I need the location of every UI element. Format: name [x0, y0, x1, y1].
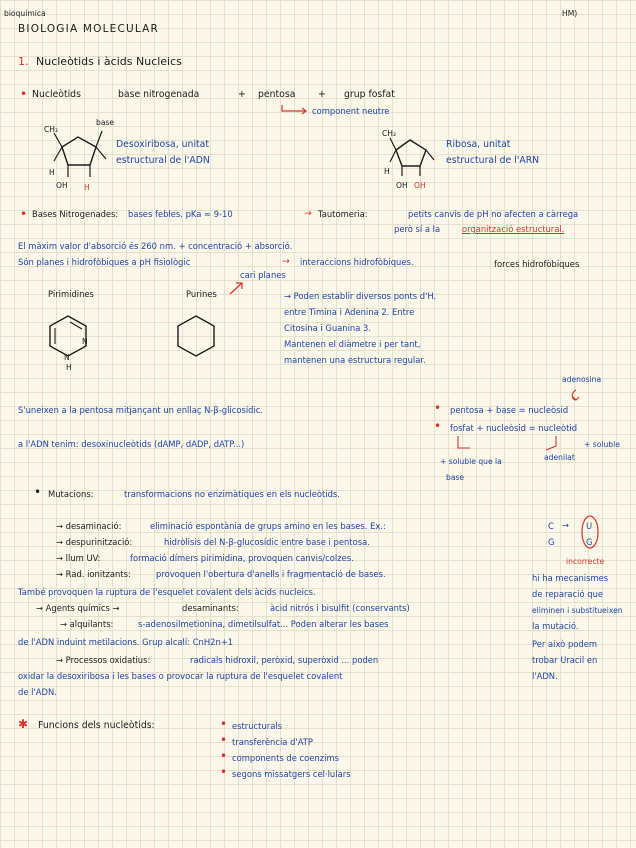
mutation-type-text: eliminació espontània de grups amino en les bases. Ex.:	[150, 521, 386, 531]
desaminants-label: desaminants:	[182, 603, 239, 613]
alquilants-text: s-adenosilmetionina, dimetilsulfat... Poden alterar les bases	[138, 619, 389, 629]
oxidatius-label: → Processos oxidatius:	[56, 655, 151, 665]
ribose-caption-1: Ribosa, unitat	[446, 139, 511, 150]
arrow-icon	[280, 103, 310, 115]
mutation-type-label: → desaminació:	[56, 521, 122, 531]
arrow-icon	[568, 388, 584, 402]
side-note-line: Per això podem	[532, 639, 598, 649]
plus-sign: +	[238, 89, 246, 100]
oxidatius-text-3: de l'ADN.	[18, 687, 57, 697]
funcions-term: Funcions dels nucleòtids:	[38, 720, 155, 731]
bullet-dot: •	[20, 87, 28, 101]
plus-sign: +	[318, 89, 326, 100]
ch2-label: CH₂	[44, 125, 59, 134]
agents-label: → Agents químics →	[36, 603, 120, 613]
page-tag: HM)	[562, 9, 578, 18]
h-atom-red: H	[84, 183, 90, 192]
bases-desc: bases febles. pKa ≈ 9-10	[128, 209, 233, 219]
tautomeria-underlined: organització estructural.	[462, 224, 565, 234]
purines-label: Purines	[186, 289, 217, 299]
oh-group: OH	[396, 181, 408, 190]
n-atom: N	[82, 337, 88, 346]
adenosina-label: adenosina	[562, 375, 602, 384]
h-atom: H	[49, 168, 55, 177]
h-atom: H	[66, 363, 72, 372]
purine-ring-icon	[174, 314, 224, 364]
side-note-line: de reparació que	[532, 589, 604, 599]
bullet-dot: •	[434, 419, 442, 433]
bullet-dot: •	[220, 733, 228, 747]
soluble-note: + soluble	[584, 440, 620, 449]
topic-label: bioquímica	[4, 9, 46, 18]
oh-group: OH	[56, 181, 68, 190]
incorrect-label: incorrecte	[566, 557, 605, 566]
nucleotids-pentosa: pentosa	[258, 89, 296, 100]
base-word: base	[446, 473, 465, 482]
bullet-dot: •	[220, 749, 228, 763]
side-note-line: hi ha mecanismes	[532, 573, 609, 583]
bullet-dot: •	[434, 401, 442, 415]
side-note-line: eliminen i substitueixen	[532, 606, 623, 615]
purines-note-1: → Poden establir diversos ponts d'H.	[284, 291, 437, 301]
union-line: S'uneixen a la pentosa mitjançant un enllaç N-β-glicosídic.	[18, 405, 264, 415]
adapt-line: a l'ADN tenim: desoxinucleòtids (dAMP, dADP, dATP...)	[18, 439, 245, 449]
mutation-type-label: → Rad. ionitzants:	[56, 569, 131, 579]
nucleotids-base: base nitrogenada	[118, 89, 200, 100]
interactions-text: interaccions hidrofòbiques.	[300, 257, 414, 267]
example-u: U	[586, 521, 593, 531]
bases-term: Bases Nitrogenades:	[32, 209, 119, 219]
n-atom: N	[64, 353, 70, 362]
purines-note-3: Citosina i Guanina 3.	[284, 323, 372, 333]
mutation-type-text: provoquen l'obertura d'anells i fragmentació de bases.	[156, 569, 386, 579]
base-label: base	[96, 118, 115, 127]
equation-nucleotid: fosfat + nucleòsid = nucleòtid	[450, 423, 578, 433]
absorption-line: El màxim valor d'absorció és 260 nm. + concentració + absorció.	[18, 241, 293, 251]
example-g: G	[586, 537, 593, 547]
arrow-icon: →	[282, 256, 290, 267]
tautomeria-text: petits canvis de pH no afecten a càrrega	[408, 209, 579, 219]
funcio-item: segons missatgers cel·lulars	[232, 769, 351, 779]
side-note-line: la mutació.	[532, 621, 579, 631]
purines-note-2: entre Timina i Adenina 2. Entre	[284, 307, 415, 317]
oxidatius-text-2: oxidar la desoxiribosa i les bases o provocar la ruptura de l'esquelet covalent	[18, 671, 343, 681]
tambe-line: També provoquen la ruptura de l'esquelet covalent dels àcids nucleics.	[18, 587, 316, 597]
ribose-structure-icon	[380, 132, 450, 186]
alquilants-text-2: de l'ADN induint metilacions. Grup alcalí: CnH2n+1	[18, 637, 234, 647]
example-arrow: →	[562, 520, 570, 530]
ribose-caption-2: estructural de l'ARN	[446, 155, 540, 166]
mutacions-desc: transformacions no enzimàtiques en els nucleòtids.	[124, 489, 340, 499]
h-atom: H	[384, 167, 390, 176]
alquilants-label: → alquilants:	[60, 619, 114, 629]
soluble-note-2: + soluble que la	[440, 457, 502, 466]
nucleotids-grup: grup fosfat	[344, 89, 395, 100]
cari-planes: cari planes	[240, 270, 286, 280]
adenilat-label: adenilat	[544, 453, 575, 462]
forces-text: forces hidrofòbiques	[494, 259, 580, 269]
bullet-dot: •	[220, 765, 228, 779]
pirimidines-label: Pirimidines	[48, 289, 94, 299]
circle-highlight-icon	[580, 515, 600, 551]
funcio-item: transferència d'ATP	[232, 737, 313, 747]
bullet-dot: •	[220, 717, 228, 731]
side-note-line: l'ADN.	[532, 671, 558, 681]
bullet-dot: •	[20, 207, 28, 221]
arrow-icon	[228, 280, 248, 296]
planes-line: Són planes i hidrofòbiques a pH fisiològic	[18, 257, 191, 267]
deoxy-caption-1: Desoxiribosa, unitat	[116, 139, 210, 150]
nucleotids-term: Nucleòtids	[32, 89, 81, 100]
course-title: BIOLOGIA MOLECULAR	[18, 23, 160, 35]
mutation-type-text: hidròlisis del N-β-glucosídic entre base i pentosa.	[164, 537, 370, 547]
arrow-icon: →	[304, 208, 312, 219]
bullet-dot: •	[34, 485, 42, 499]
mutation-type-label: → llum UV:	[56, 553, 101, 563]
oxidatius-text: radicals hidroxil, peròxid, superòxid ... poden	[190, 655, 379, 665]
mutation-type-label: → despurinització:	[56, 537, 133, 547]
desaminants-text: àcid nitrós i bisulfit (conservants)	[270, 603, 410, 613]
purines-note-4: Mantenen el diàmetre i per tant,	[284, 339, 421, 349]
purines-note-5: mantenen una estructura regular.	[284, 355, 426, 365]
side-note-line: trobar Uracil en	[532, 655, 598, 665]
example-g: G	[548, 537, 555, 547]
pyrimidine-ring-icon	[48, 314, 98, 366]
section-title: Nucleòtids i àcids Nucleics	[36, 55, 182, 68]
component-neutre: component neutre	[312, 106, 390, 116]
section-number: 1.	[18, 55, 29, 68]
funcio-item: estructurals	[232, 721, 283, 731]
example-c: C	[548, 521, 554, 531]
mutacions-term: Mutacions:	[48, 489, 94, 499]
equation-nucleosid: pentosa + base = nucleòsid	[450, 405, 569, 415]
tautomeria-text-2: però sí a la	[394, 224, 441, 234]
tautomeria-label: Tautomeria:	[318, 209, 368, 219]
ch2-label: CH₂	[382, 129, 397, 138]
oh-group-red: OH	[414, 181, 426, 190]
mutation-type-text: formació dímers pirimidina, provoquen canvis/colzes.	[130, 553, 354, 563]
deoxy-caption-2: estructural de l'ADN	[116, 155, 210, 166]
funcio-item: components de coenzims	[232, 753, 339, 763]
star-icon: ✱	[18, 717, 29, 731]
